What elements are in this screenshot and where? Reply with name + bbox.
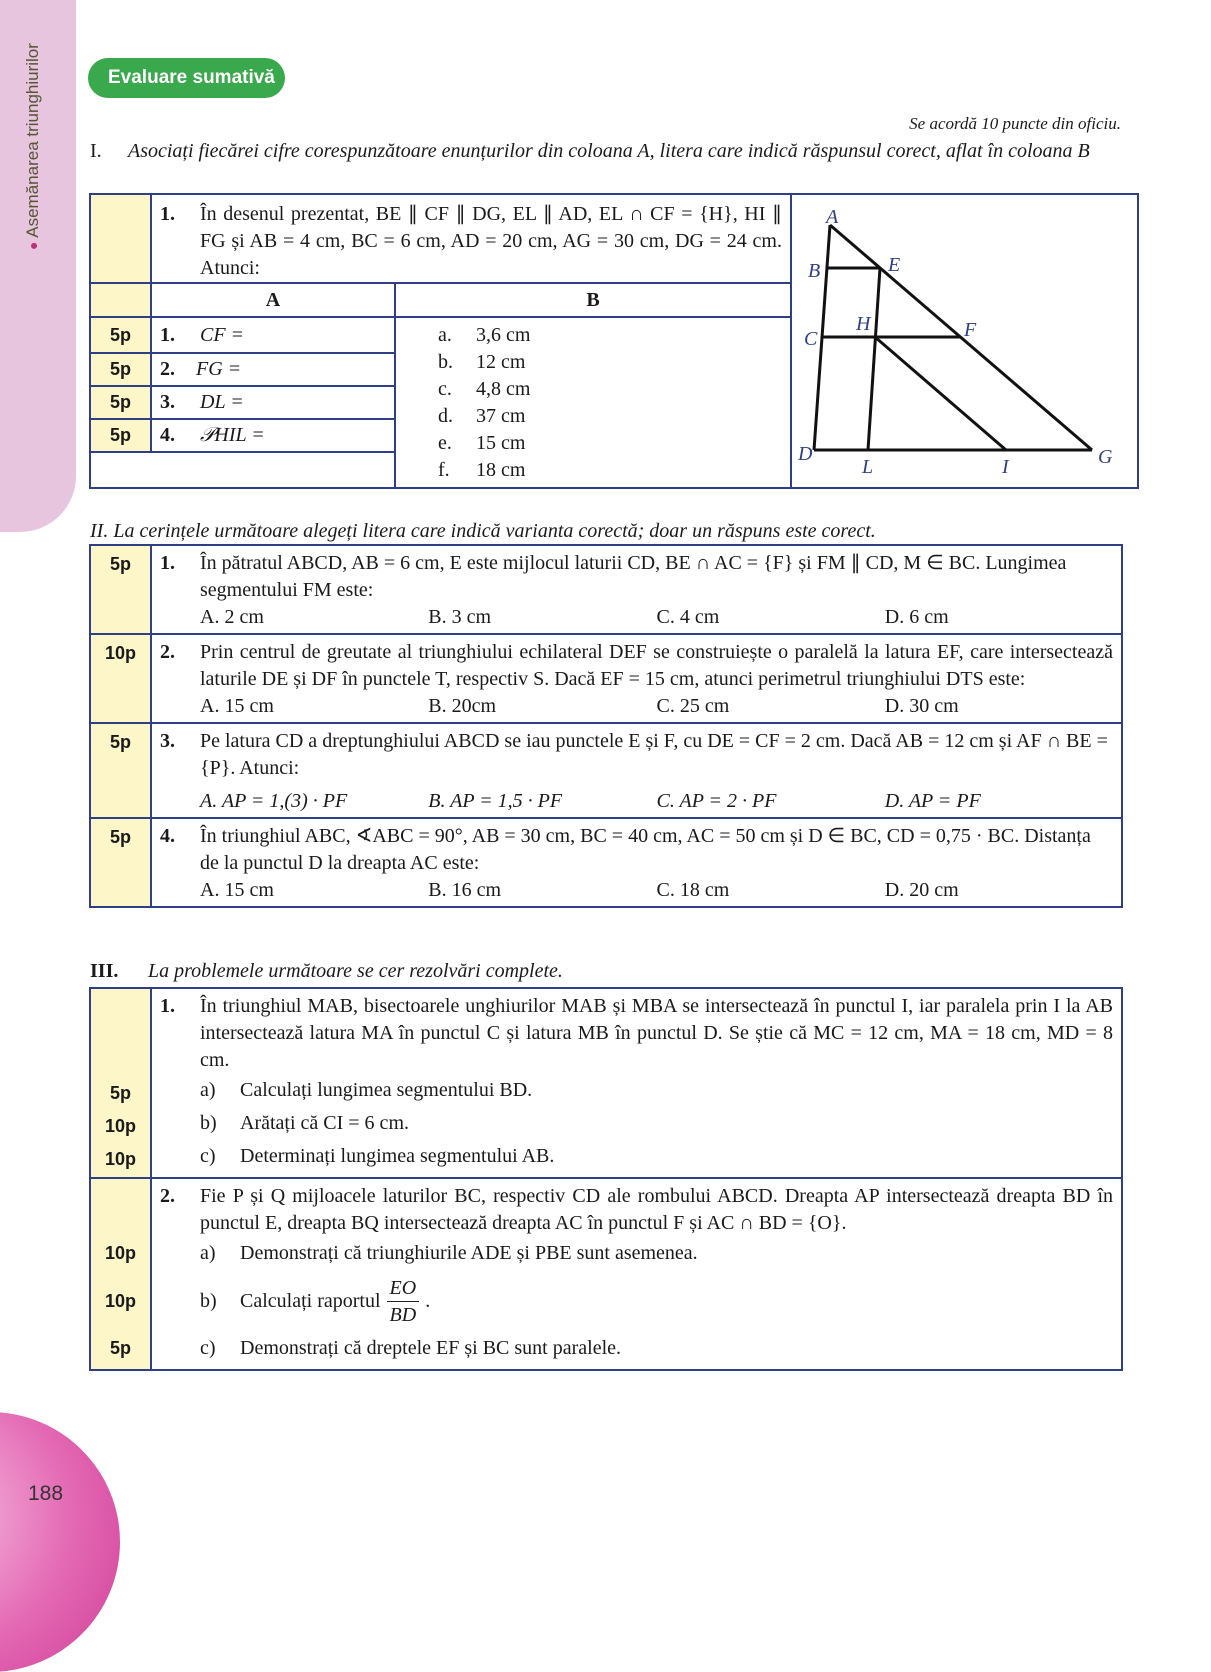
column-b-answers (395, 317, 791, 488)
points-label: 10p (90, 634, 151, 723)
option-d: D. 20 cm (884, 879, 959, 901)
column-b-header: B (395, 283, 791, 317)
question-cell (151, 818, 1122, 907)
points-label: 5p (90, 419, 151, 452)
item-text: CF = (200, 323, 245, 346)
question-number: 1. (160, 552, 175, 574)
section-2-table (89, 544, 1123, 908)
question-cell (151, 634, 1122, 723)
points-label: 5p (90, 317, 151, 353)
section-1-heading (90, 138, 1120, 165)
answer-options (200, 877, 1113, 904)
label-D: D (798, 443, 813, 465)
label-A: A (826, 206, 839, 228)
item-number: 2. (160, 358, 175, 380)
label-B: B (808, 260, 821, 282)
question-row (90, 723, 1122, 818)
s1-statement-cell (151, 194, 791, 283)
answer-options (200, 604, 1113, 631)
points-label: 10p (104, 1291, 137, 1311)
question-text: În triunghiul ABC, ∢ABC = 90°, AB = 30 cm, BC = 40 cm, AC = 50 cm și D ∈ BC, CD = 0,75 · BC. Distanța de la punctul D la dreapta AC este: (200, 825, 1091, 874)
answer-options (200, 788, 1113, 815)
problem-text: Fie P și Q mijloacele laturilor BC, respectiv CD ale rombului ABCD. Dreapta AP intersectează dreapta BD în punctul E, dreapta BQ intersectează dreapta AC în punctul F și AC ∩ BD = {O}. (200, 1185, 1113, 1234)
fraction-numerator: EO (387, 1275, 420, 1302)
points-label: 5p (90, 545, 151, 634)
points-label: 10p (104, 1116, 137, 1136)
option-b: B. 20cm (428, 695, 497, 717)
column-a-header: A (151, 283, 395, 317)
s1-statement: În desenul prezentat, BE ∥ CF ∥ DG, EL ∥ AD, EL ∩ CF = {H}, HI ∥ FG și AB = 4 cm, BC = 6 cm, AD = 20 cm, AG = 30 cm, DG = 24 cm. Atunci: (200, 203, 782, 279)
figure-cell (791, 194, 1138, 488)
problem-row (90, 1178, 1122, 1370)
option-c: C. 4 cm (656, 606, 720, 628)
chapter-title-text: Asemănarea triunghiurilor (23, 43, 42, 238)
label-G: G (1098, 446, 1113, 468)
answer-option: d. 37 cm (438, 405, 526, 427)
option-c: C. 18 cm (656, 879, 730, 901)
option-a: A. 15 cm (200, 879, 274, 901)
question-row (90, 545, 1122, 634)
section-3-heading (90, 958, 563, 985)
page-number: 188 (28, 1482, 64, 1505)
item-text: FG = (196, 358, 242, 380)
option-b: B. 16 cm (428, 879, 502, 901)
segment-HI (875, 337, 1006, 450)
answer-option: e. 15 cm (438, 432, 526, 454)
section-1-roman: I. (90, 140, 102, 162)
answer-option: f. 18 cm (438, 459, 526, 481)
points-label: 5p (90, 723, 151, 818)
item-number: 1. (160, 323, 175, 346)
question-row (90, 634, 1122, 723)
points-column (90, 988, 151, 1178)
answer-options (200, 693, 1113, 720)
section-3-instruction: La problemele următoare se cer rezolvări complete. (148, 960, 563, 982)
fraction (387, 1275, 420, 1328)
question-number: 2. (160, 641, 175, 663)
fraction-denominator: BD (389, 1303, 417, 1326)
subquestion: b) Calculați raportul $\frac{EO}{BD}$ . (200, 1276, 431, 1326)
subquestion: a) Calculați lungimea segmentului BD. (200, 1079, 533, 1101)
problem-cell (151, 1178, 1122, 1370)
option-d: D. 30 cm (884, 695, 959, 717)
option-d: D. AP = PF (884, 790, 981, 812)
section-1-table (89, 193, 1139, 489)
points-column (90, 1178, 151, 1370)
column-a-item (151, 386, 395, 419)
problem-cell (151, 988, 1122, 1178)
subquestion: c) Determinați lungimea segmentului AB. (200, 1145, 555, 1167)
option-b: B. 3 cm (428, 606, 492, 628)
answer-option: a. 3,6 cm (438, 324, 531, 346)
question-text: Pe latura CD a dreptunghiului ABCD se iau punctele E și F, cu DE = CF = 2 cm. Dacă AB = 12 cm și AF ∩ BE = {P}. Atunci: (200, 730, 1108, 779)
question-number: 4. (160, 825, 175, 847)
label-I: I (1002, 456, 1009, 478)
question-cell (151, 545, 1122, 634)
label-F: F (964, 319, 977, 341)
item-text: DL = (200, 391, 244, 413)
points-label: 5p (90, 353, 151, 386)
column-a-item (151, 353, 395, 386)
problem-number: 1. (160, 995, 175, 1017)
option-a: A. 15 cm (200, 695, 274, 717)
option-c: C. 25 cm (656, 695, 730, 717)
points-label: 5p (109, 1338, 131, 1358)
label-C: C (804, 328, 818, 350)
question-row (90, 818, 1122, 907)
label-L: L (862, 456, 874, 478)
option-a: A. 2 cm (200, 606, 264, 628)
subquestion: b) Arătați că CI = 6 cm. (200, 1112, 409, 1134)
column-a-item (151, 317, 395, 353)
points-label: 5p (90, 386, 151, 419)
problem-number: 2. (160, 1185, 175, 1207)
problem-text: În triunghiul MAB, bisectoarele unghiurilor MAB și MBA se intersectează în punctul I, iar paralela prin I la AB intersectează latura MA în punctul C și latura MB în punctul D. Se știe că MC = 12 cm, MA = 18 cm, MD = 8 cm. (200, 995, 1113, 1071)
option-d: D. 6 cm (884, 606, 949, 628)
option-b: B. AP = 1,5 · PF (428, 790, 563, 812)
item-number: 4. (160, 424, 175, 446)
pts-cell (90, 194, 151, 283)
chapter-title (23, 43, 43, 250)
section-2-instruction: II. La cerințele următoare alegeți litera care indică varianta corectă; doar un răspuns este corect. (90, 520, 876, 542)
points-label: 5p (109, 1083, 131, 1103)
item-number: 3. (160, 391, 175, 413)
column-a-item (151, 419, 395, 452)
question-cell (151, 723, 1122, 818)
bullet-icon: ● (25, 241, 41, 250)
item-text: 𝒫HIL = (200, 424, 265, 446)
option-a: A. AP = 1,(3) · PF (200, 790, 348, 812)
section-1-instruction: Asociați fiecărei cifre corespunzătoare enunțurilor din coloana A, litera care indică răspunsul corect, aflat în coloana B (128, 140, 1090, 162)
question-text: În pătratul ABCD, AB = 6 cm, E este mijlocul laturii CD, BE ∩ AC = {F} și FM ∥ CD, M ∈ BC. Lungimea segmentului FM este: (200, 552, 1067, 601)
bonus-note: Se acordă 10 puncte din oficiu. (909, 114, 1121, 133)
question-text: Prin centrul de greutate al triunghiului echilateral DEF se construiește o paralelă la latura EF, care intersectează laturile DE și DF în punctele T, respectiv S. Dacă EF = 15 cm, atunci perimetrul triunghiului DTS este: (200, 641, 1113, 690)
chapter-sidebar (0, 0, 76, 532)
points-label: 5p (90, 818, 151, 907)
corner-decoration (0, 1412, 120, 1672)
segment-EL (868, 268, 880, 450)
points-label: 10p (104, 1243, 137, 1263)
section-badge: Evaluare sumativă (88, 58, 285, 98)
empty-cell (90, 452, 395, 488)
section-3-roman: III. (90, 960, 119, 982)
subquestion: a) Demonstrați că triunghiurile ADE și PBE sunt asemenea. (200, 1242, 698, 1264)
answer-option: c. 4,8 cm (438, 378, 531, 400)
geometry-figure (792, 195, 1135, 487)
s1-statement-number: 1. (160, 203, 175, 225)
option-c: C. AP = 2 · PF (656, 790, 777, 812)
pts-cell (90, 283, 151, 317)
section-3-table (89, 987, 1123, 1371)
points-label: 10p (104, 1149, 137, 1169)
question-number: 3. (160, 730, 175, 752)
label-H: H (856, 313, 871, 335)
label-E: E (888, 254, 901, 276)
problem-row (90, 988, 1122, 1178)
answer-option: b. 12 cm (438, 351, 526, 373)
subquestion: c) Demonstrați că dreptele EF și BC sunt paralele. (200, 1337, 622, 1359)
